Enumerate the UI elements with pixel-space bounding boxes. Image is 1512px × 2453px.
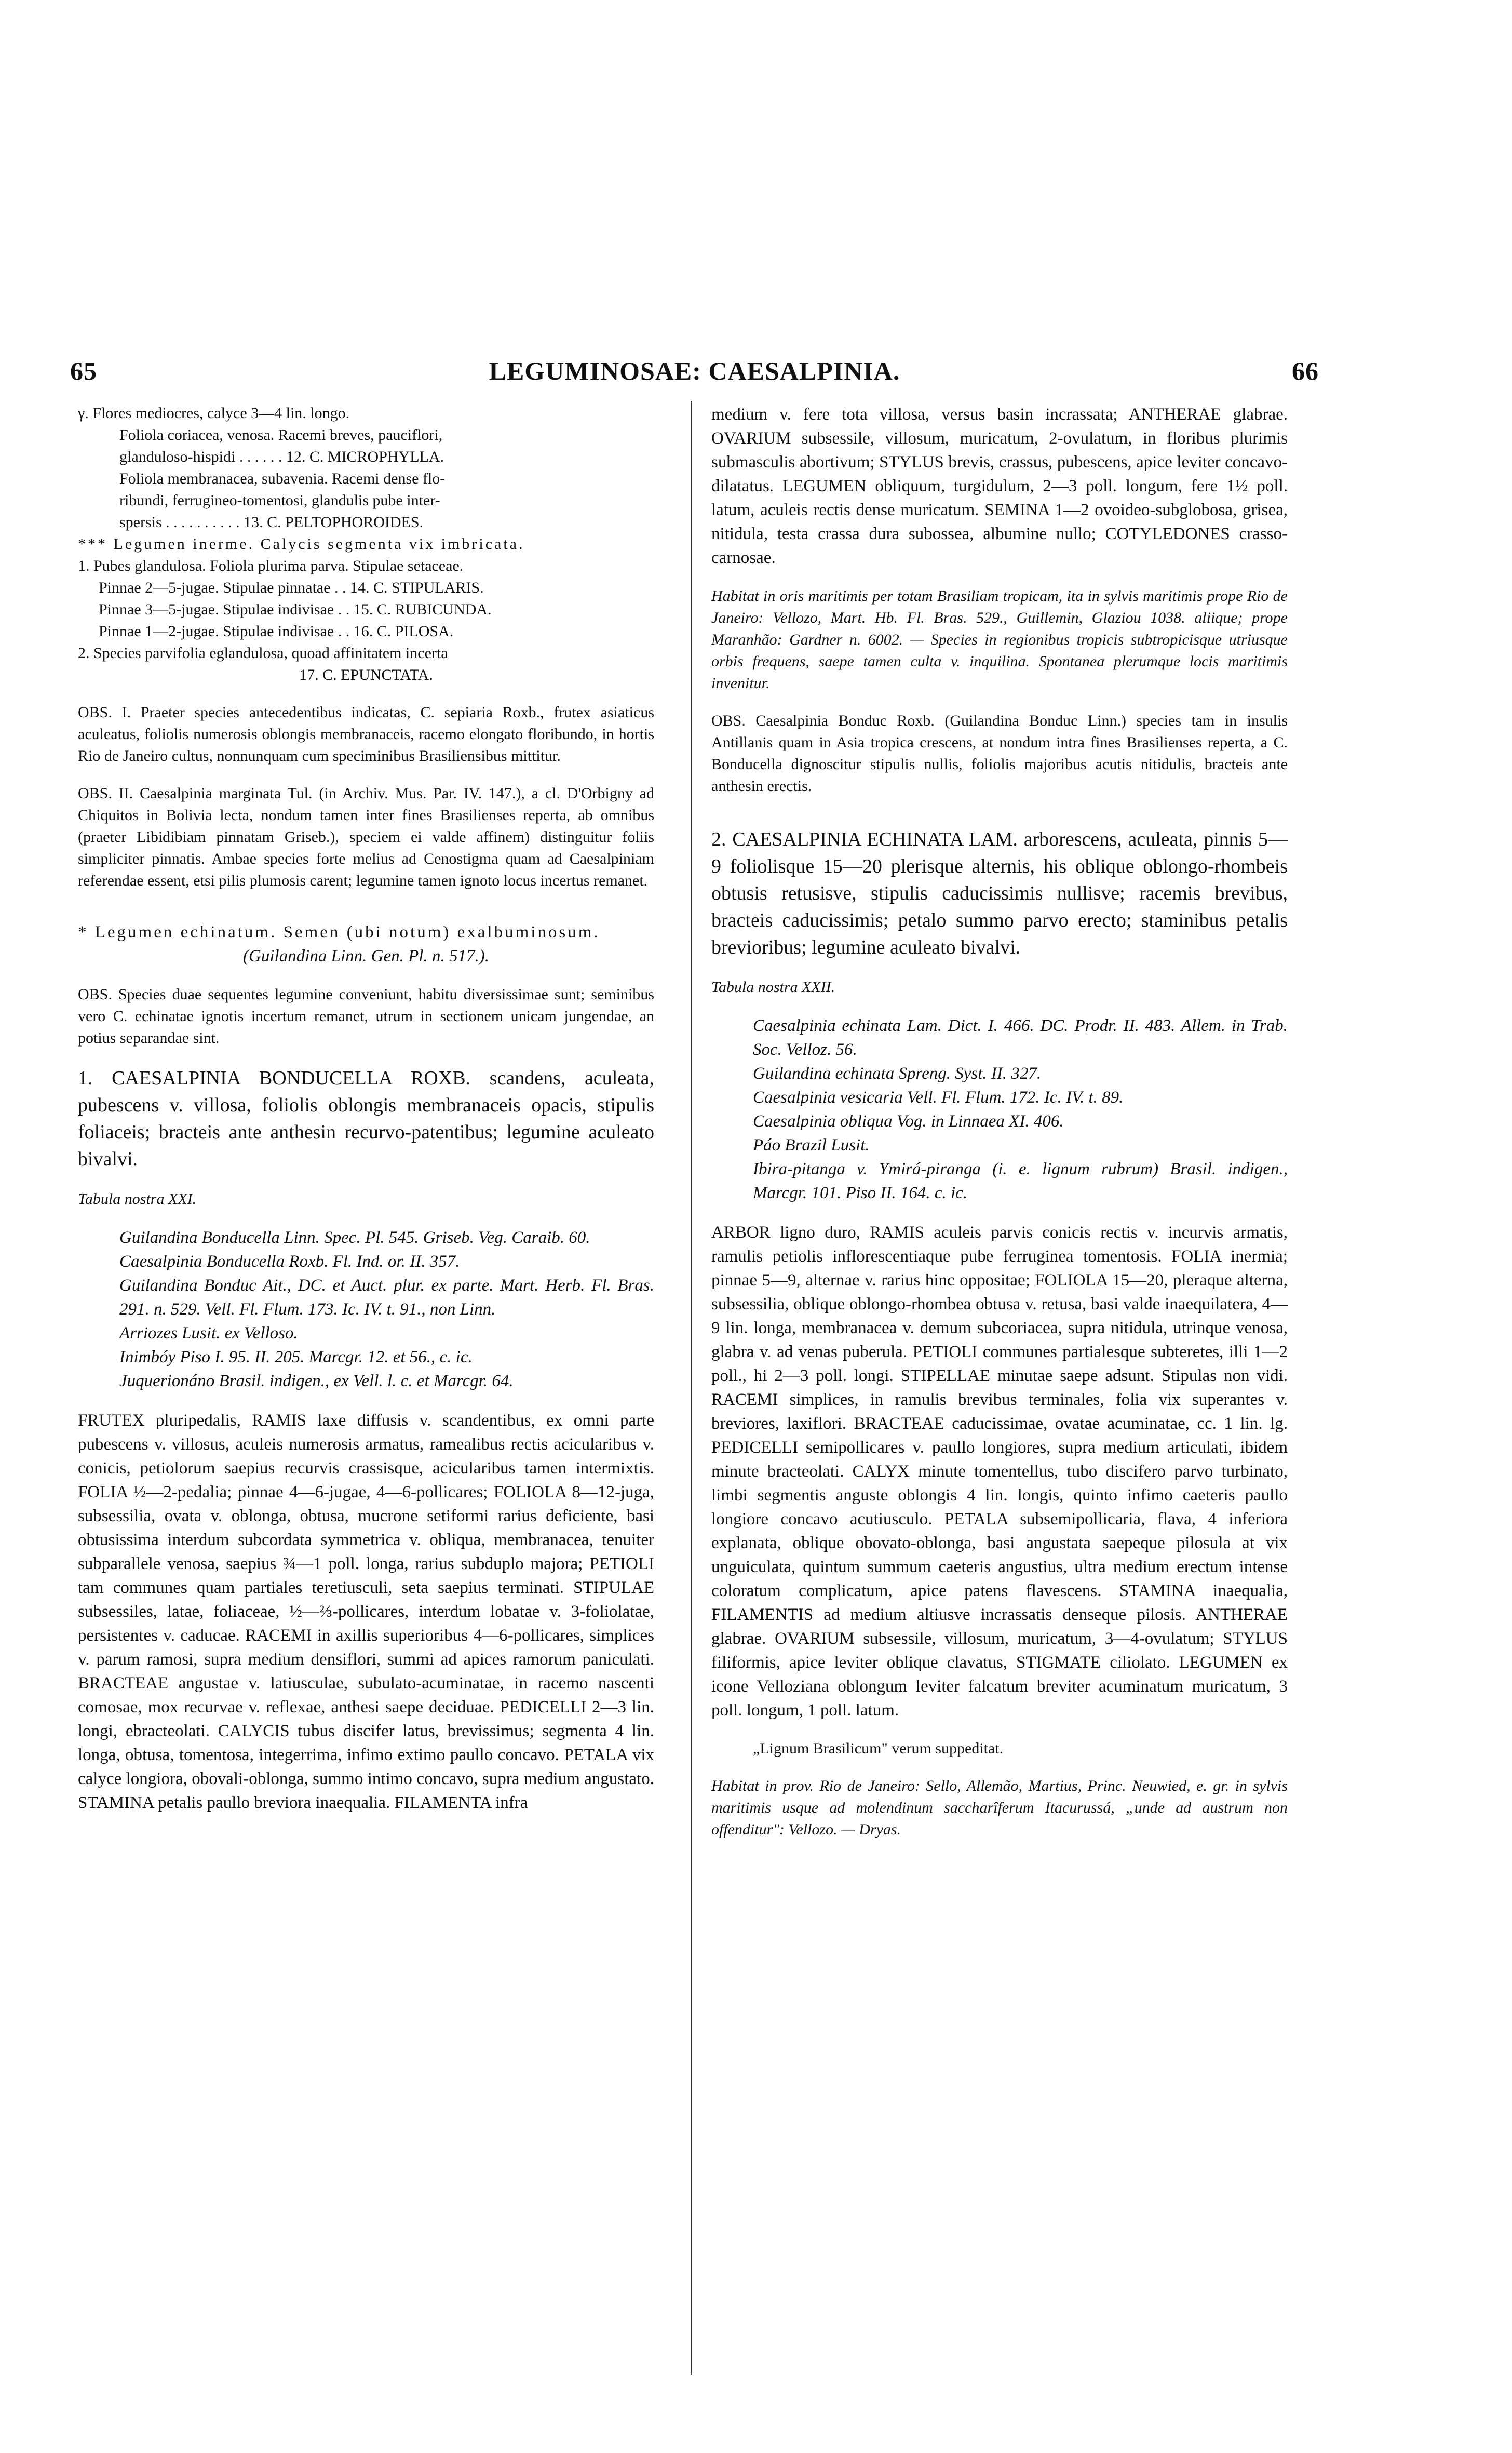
synonymy-list — [711, 1014, 1288, 1205]
synonym: Inimbóy Piso I. 95. II. 205. Marcgr. 12. et 56., c. ic. — [119, 1348, 473, 1366]
synonym: Guilandina Bonducella Linn. Spec. Pl. 545. Griseb. Veg. Caraib. 60. — [119, 1228, 590, 1247]
synonymy-list — [78, 1226, 654, 1393]
species-description: ARBOR ligno duro, RAMIS aculeis parvis conicis rectis v. incurvis armatis, ramulis petiolis inflorescentiaque pube ferruginea tomentosis. FOLIA inermia; pinnae 5—9, alternae v. rarius hinc oppositae; FOLIOLA 15—20, pleraque alterna, subsessilia, oblique oblongo-rhombea obtusa v. retusa, basi valde inaequilatera, 4—9 lin. longa, membranacea v. demum subcoriacea, supra nitidula, utrinque venosa, glabra v. ad venas puberula. PETIOLI communes partialesque subteretes, illi 1—2 poll., hi 2—3 poll. longi. STIPELLAE minutae saepe adsunt. Stipulas non vidi. RACEMI simplices, in ramulis brevibus terminales, folia vix superantes v. breviores, laxiflori. BRACTEAE caducissimae, ovatae acuminatae, cc. 1 lin. lg. PEDICELLI semipollicares v. paullo longiores, supra medium articulati, ibidem minute bracteolati. CALYX minute tomentellus, tubo discifero parvo turbinato, limbi segmentis anguste oblongis 4 lin. longis, quinto infimo caeteris paullo longiore concavo acutiusculo. PETALA subsemipollicaria, flava, 4 inferiora explanata, oblique obovato-oblonga, basi angustata saepeque pilosula at vix unguiculata, quintum summum caeteris angustius, ultra medium erectum intense coloratum complicatum, apice patens flavescens. STAMINA inaequalia, FILAMENTIS ad medium altiusve incrassatis denseque pilosis. ANTHERAE glabrae. OVARIUM subsessile, villosum, muricatum, 3—4-ovulatum; STYLUS filiformis, apice leviter oblique clavatus, STIGMATE ciliolato. LEGUMEN ex icone Velloziana oblongum leviter falcatum breviter acuminatum muricatum, 3 poll. longum, 1 poll. latum. — [711, 1223, 1288, 1720]
page-number-left: 65 — [70, 356, 97, 385]
observation-paragraph: OBS. Caesalpinia Bonduc Roxb. (Guilandina Bonduc Linn.) species tam in insulis Antillanis quam in Asia tropica crescens, at nondum intra fines Brasilienses reperta, a C. Bonducella dignoscitur stipulis nullis, foliolis majoribus acutis nitidulis, bracteis ante anthesin erectis. — [711, 712, 1288, 795]
key-line: γ. Flores mediocres, calyce 3—4 lin. longo. — [78, 405, 350, 422]
plate-reference: Tabula nostra XXII. — [711, 978, 835, 996]
synonym: Caesalpinia echinata Lam. Dict. I. 466. DC. Prodr. II. 483. Allem. in Trab. Soc. Velloz. 56. — [753, 1016, 1288, 1059]
synonym: Guilandina echinata Spreng. Syst. II. 327. — [753, 1064, 1042, 1083]
key-line: spersis . . . . . . . . . . 13. C. PELTOPHOROIDES. — [119, 514, 424, 531]
running-title: LEGUMINOSAE: CAESALPINIA. — [489, 356, 900, 385]
key-line: Foliola membranacea, subavenia. Racemi dense flo- — [119, 470, 446, 487]
species-description: FRUTEX pluripedalis, RAMIS laxe diffusis v. scandentibus, ex omni parte pubescens v. villosus, aculeis numerosis armatus, ramealibus rectis acicularibus v. conicis, petiolorum saepius recurvis crassisque, acicularibus tamen intermixtis. FOLIA ½—2-pedalia; pinnae 4—6-jugae, 4—6-pollicares; FOLIOLA 8—12-juga, subsessilia, ovata v. oblonga, obtusa, mucrone setiformi rarius deficiente, basi obtusissima interdum subcordata symmetrica v. obliqua, membranacea, tenuiter subparallele venosa, saepius ¾—1 poll. longa, rarius subduplo majora; PETIOLI tam communes quam partiales teretiusculi, seta saepius terminati. STIPULAE subsessiles, latae, foliaceae, ½—⅔-pollicares, interdum lobatae v. 3-foliolatae, persistentes v. caducae. RACEMI in axillis superioribus 4—6-pollicares, simplices v. parum ramosi, supra medium densiflori, summi ad apices ramorum paniculati. BRACTEAE angustae v. latiusculae, subulato-acuminatae, in racemo nascenti comosae, mox recurvae v. reflexae, anthesi saepe deciduae. PEDICELLI 2—3 lin. longi, ebracteolati. CALYCIS tubus discifer latus, brevissimus; segmenta 4 lin. longa, obtusa, tomentosa, integerrima, infimo extimo paullo concavo. PETALA vix calyce longiora, obovali-oblonga, summo intimo concavo, supra medium angustato. STAMINA petalis paullo breviora inaequalia. FILAMENTA infra — [78, 1411, 654, 1812]
synonym: Caesalpinia Bonducella Roxb. Fl. Ind. or. II. 357. — [119, 1252, 460, 1271]
observation-paragraph: OBS. I. Praeter species antecedentibus indicatas, C. sepiaria Roxb., frutex asiaticus aculeatus, foliolis numerosis oblongis membranaceis, racemo elongato floribundo, in hortis Rio de Janeiro cultus, nonnunquam cum speciminibus Brasiliensibus mittitur. — [78, 704, 654, 765]
key-line: Pinnae 1—2-jugae. Stipulae indivisae . . 16. C. PILOSA. — [99, 623, 454, 640]
left-column — [78, 403, 654, 2392]
key-line: 1. Pubes glandulosa. Foliola plurima parva. Stipulae setaceae. — [78, 557, 464, 574]
key-line: glanduloso-hispidi . . . . . . 12. C. MICROPHYLLA. — [119, 448, 444, 465]
key-line: 2. Species parvifolia eglandulosa, quoad affinitatem incerta — [78, 645, 448, 662]
quotation: „Lignum Brasilicum" verum suppeditat. — [753, 1740, 1004, 1757]
species-diagnosis: 1. CAESALPINIA BONDUCELLA ROXB. scandens, aculeata, pubescens v. villosa, foliolis oblongis membranaceis opacis, stipulis foliaceis; bracteis ante anthesin recurvo-patentibus; legumine aculeato bivalvi. — [78, 1067, 654, 1170]
habitat-paragraph: Habitat in prov. Rio de Janeiro: Sello, Allemão, Martius, Princ. Neuwied, e. gr. in sylvis maritimis usque ad molendinum saccharîferum Itacurussá, „unde ad austrum non offenditur": Vellozo. — Dryas. — [711, 1777, 1288, 1838]
species-description-continued: medium v. fere tota villosa, versus basin incrassata; ANTHERAE glabrae. OVARIUM subsessile, villosum, muricatum, 2-ovulatum, in floribus plurimis submasculis abortivum; STYLUS brevis, crassus, pubescens, apice leviter concavo-dilatatus. LEGUMEN obliquum, turgidulum, 2—3 poll. longum, fere 1½ poll. latum, aculeis rectis dense muricatum. SEMINA 1—2 ovoideo-subglobosa, grisea, nitidula, testa crassa dura subossea, albumine nullo; COTYLEDONES crasso-carnosae. — [711, 405, 1288, 567]
synonym: Guilandina Bonduc Ait., DC. et Auct. plur. ex parte. Mart. Herb. Fl. Bras. 291. n. 529. Vell. Fl. Flum. 173. Ic. IV. t. 91., non Linn. — [119, 1276, 654, 1319]
key-line: *** Legumen inerme. Calycis segmenta vix imbricata. — [78, 535, 525, 553]
observation-paragraph: OBS. II. Caesalpinia marginata Tul. (in Archiv. Mus. Par. IV. 147.), a cl. D'Orbigny ad Chiquitos in Bolivia lecta, nondum tamen inter fines Brasilienses reperta, ab omnibus (praeter Libidibiam pinnatam Griseb.), speciem ei valde affinem) distinguitur foliis simpliciter pinnatis. Ambae species forte melius ad Cenostigma quam ad Caesalpiniam referendae essent, etsi pilis plumosis carent; legumine tamen ignoto locus incertus remanet. — [78, 785, 654, 889]
key-line: ribundi, ferrugineo-tomentosi, glandulis pube inter- — [119, 492, 440, 509]
observation-paragraph: OBS. Species duae sequentes legumine conveniunt, habitu diversissimae sunt; seminibus vero C. echinatae ignotis incertum remanet, utrum in sectionem unicam jungendae, an potius separandae sint. — [78, 986, 654, 1047]
key-line: Pinnae 2—5-jugae. Stipulae pinnatae . . 14. C. STIPULARIS. — [99, 579, 484, 596]
habitat-paragraph: Habitat in oris maritimis per totam Brasiliam tropicam, ita in sylvis maritimis prope Rio de Janeiro: Vellozo, Mart. Hb. Fl. Bras. 529., Guillemin, Glaziou 1038. aliique; prope Maranhão: Gardner n. 6002. — Species in regionibus tropicis subtropicisque utriusque orbis frequens, saepe tamen culta v. inquilina. Spontanea plerumque locis maritimis invenitur. — [711, 587, 1288, 692]
synonym: Caesalpinia vesicaria Vell. Fl. Flum. 172. Ic. IV. t. 89. — [753, 1088, 1124, 1107]
section-heading: * Legumen echinatum. Semen (ubi notum) exalbuminosum. — [78, 923, 600, 942]
right-column — [711, 403, 1288, 2392]
synonym: Arriozes Lusit. ex Velloso. — [119, 1324, 298, 1343]
section-subheading: (Guilandina Linn. Gen. Pl. n. 517.). — [243, 947, 489, 966]
synonym: Juquerionáno Brasil. indigen., ex Vell. l. c. et Marcgr. 64. — [119, 1372, 514, 1390]
page-header — [70, 356, 1319, 392]
synonym: Caesalpinia obliqua Vog. in Linnaea XI. 406. — [753, 1112, 1064, 1131]
key-line: 17. C. EPUNCTATA. — [299, 666, 433, 683]
synonym: Páo Brazil Lusit. — [753, 1136, 870, 1155]
key-line: Foliola coriacea, venosa. Racemi breves, pauciflori, — [119, 426, 443, 444]
synonym: Ibira-pitanga v. Ymirá-piranga (i. e. lignum rubrum) Brasil. indigen., Marcgr. 101. Piso II. 164. c. ic. — [753, 1160, 1288, 1202]
column-divider — [691, 401, 692, 2375]
species-key — [78, 403, 654, 686]
key-line: Pinnae 3—5-jugae. Stipulae indivisae . . 15. C. RUBICUNDA. — [99, 601, 492, 618]
page-number-right: 66 — [1292, 356, 1319, 385]
plate-reference: Tabula nostra XXI. — [78, 1190, 197, 1208]
species-diagnosis: 2. CAESALPINIA ECHINATA LAM. arborescens, aculeata, pinnis 5—9 foliolisque 15—20 plerisque alternis, his oblique oblongo-rhombeis obtusis retusisve, stipulis caducissimis nullisve; racemis brevibus, bracteis caducissimis; petalo summo parvo erecto; staminibus petalis brevioribus; legumine aculeato bivalvi. — [711, 828, 1288, 958]
